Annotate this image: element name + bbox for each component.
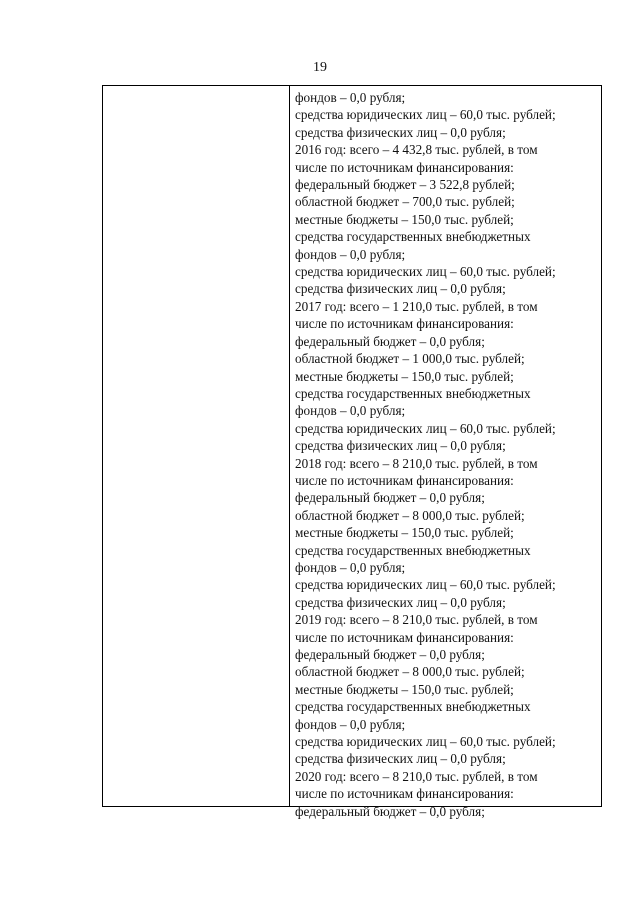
funding-text-line: местные бюджеты – 150,0 тыс. рублей; bbox=[295, 681, 514, 697]
funding-text-line: фондов – 0,0 рубля; bbox=[295, 559, 406, 575]
funding-text-line: средства юридических лиц – 60,0 тыс. рублей; bbox=[295, 734, 556, 750]
funding-text-line: 2020 год: всего – 8 210,0 тыс. рублей, в том bbox=[295, 768, 538, 784]
funding-text-line: федеральный бюджет – 0,0 рубля; bbox=[295, 333, 485, 349]
funding-text-line: средства физических лиц – 0,0 рубля; bbox=[295, 281, 506, 297]
funding-text-line: 2018 год: всего – 8 210,0 тыс. рублей, в том bbox=[295, 455, 538, 471]
funding-text-line: средства юридических лиц – 60,0 тыс. рублей; bbox=[295, 107, 556, 123]
funding-text-line: 2019 год: всего – 8 210,0 тыс. рублей, в том bbox=[295, 612, 538, 628]
page-number: 19 bbox=[313, 60, 327, 75]
funding-text-line: фондов – 0,0 рубля; bbox=[295, 246, 406, 262]
table-left-cell bbox=[103, 86, 289, 806]
funding-text-line: областной бюджет – 700,0 тыс. рублей; bbox=[295, 194, 515, 210]
funding-text-line: числе по источникам финансирования: bbox=[295, 629, 514, 645]
funding-text-line: местные бюджеты – 150,0 тыс. рублей; bbox=[295, 211, 514, 227]
funding-text-line: местные бюджеты – 150,0 тыс. рублей; bbox=[295, 525, 514, 541]
funding-table bbox=[102, 85, 602, 819]
funding-text-line: средства юридических лиц – 60,0 тыс. рублей; bbox=[295, 577, 556, 593]
funding-text-line: числе по источникам финансирования: bbox=[295, 316, 514, 332]
funding-text-line: средства государственных внебюджетных bbox=[295, 229, 531, 245]
funding-text-line: областной бюджет – 1 000,0 тыс. рублей; bbox=[295, 351, 525, 367]
table-column-divider bbox=[289, 86, 290, 806]
table-right-cell bbox=[295, 89, 599, 820]
funding-text-line: федеральный бюджет – 3 522,8 рублей; bbox=[295, 177, 515, 193]
funding-text-line: федеральный бюджет – 0,0 рубля; bbox=[295, 803, 485, 819]
funding-text-line: средства юридических лиц – 60,0 тыс. рублей; bbox=[295, 264, 556, 280]
funding-text-line: федеральный бюджет – 0,0 рубля; bbox=[295, 490, 485, 506]
funding-text-line: областной бюджет – 8 000,0 тыс. рублей; bbox=[295, 507, 525, 523]
funding-text-line: федеральный бюджет – 0,0 рубля; bbox=[295, 647, 485, 662]
funding-text-line: местные бюджеты – 150,0 тыс. рублей; bbox=[295, 368, 514, 384]
funding-text-line: фондов – 0,0 рубля; bbox=[295, 403, 406, 419]
funding-text-line: областной бюджет – 8 000,0 тыс. рублей; bbox=[295, 664, 525, 680]
funding-text-line: фондов – 0,0 рубля; bbox=[295, 716, 406, 732]
funding-text-line: средства юридических лиц – 60,0 тыс. рублей; bbox=[295, 420, 556, 436]
funding-text-line: средства физических лиц – 0,0 рубля; bbox=[295, 124, 506, 140]
funding-text-line: фондов – 0,0 рубля; bbox=[295, 90, 406, 105]
funding-text-line: 2016 год: всего – 4 432,8 тыс. рублей, в том bbox=[295, 142, 538, 158]
funding-text-line: числе по источникам финансирования: bbox=[295, 786, 514, 802]
funding-text-line: числе по источникам финансирования: bbox=[295, 159, 514, 175]
funding-text-line: 2017 год: всего – 1 210,0 тыс. рублей, в том bbox=[295, 298, 538, 314]
funding-text-line: числе по источникам финансирования: bbox=[295, 472, 514, 488]
funding-text-line: средства государственных внебюджетных bbox=[295, 699, 531, 715]
funding-text-line: средства государственных внебюджетных bbox=[295, 385, 531, 401]
funding-text-line: средства физических лиц – 0,0 рубля; bbox=[295, 594, 506, 610]
funding-text-line: средства физических лиц – 0,0 рубля; bbox=[295, 438, 506, 454]
funding-text-line: средства физических лиц – 0,0 рубля; bbox=[295, 751, 506, 767]
funding-text-line: средства государственных внебюджетных bbox=[295, 542, 531, 558]
